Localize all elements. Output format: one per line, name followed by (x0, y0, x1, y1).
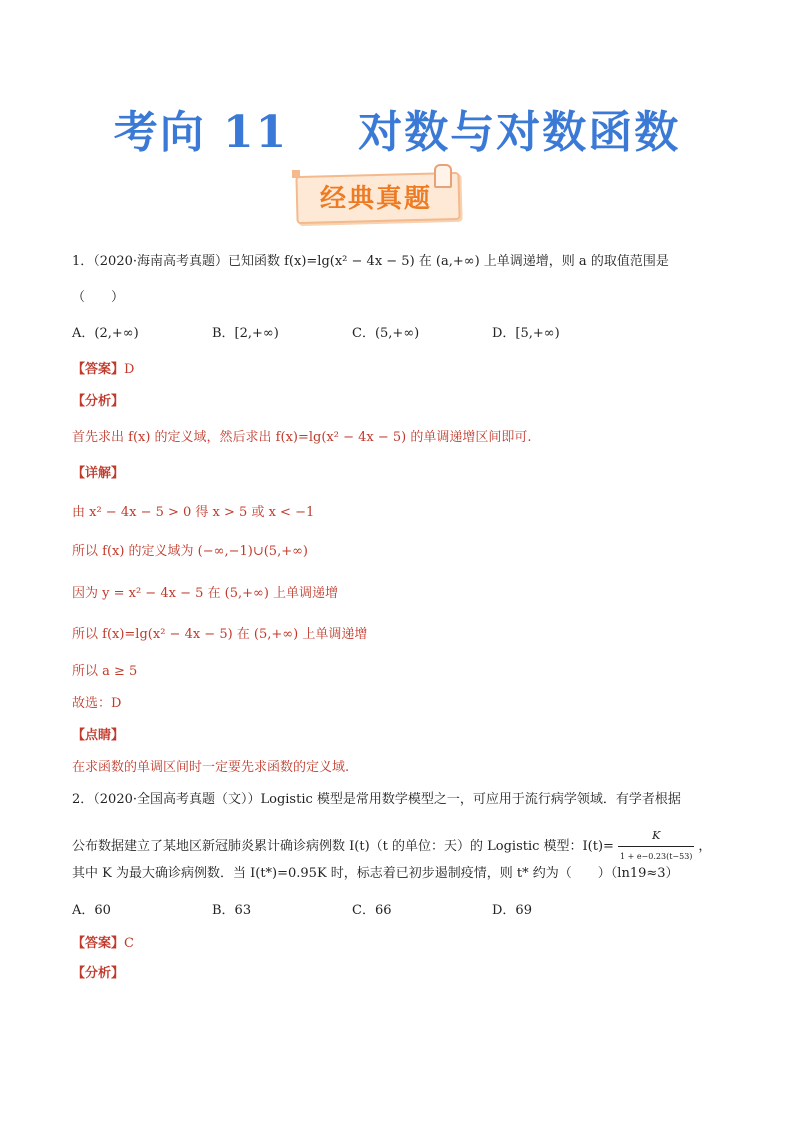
q2-stem-1: 2．（2020·全国高考真题（文））Logistic 模型是常用数学模型之一，可应用于流行病学领域．有学者根据 (72, 792, 681, 807)
banner-text: 经典真题 (319, 184, 432, 214)
q1-note: 在求函数的单调区间时一定要先求函数的定义域. (72, 760, 350, 775)
q1-option-b: B．[2,+∞) (212, 326, 279, 341)
title-left: 考向 11 (113, 107, 289, 158)
q2-answer-value: C (124, 936, 134, 951)
q2-analysis-label: 【分析】 (72, 966, 125, 981)
q2-option-b: B．63 (212, 903, 252, 918)
q1-stem: 1．（2020·海南高考真题）已知函数 f(x)=lg(x² − 4x − 5) 在 (a,+∞) 上单调递增，则 a 的取值范围是 (72, 254, 669, 269)
q1-option-a: A．(2,+∞) (72, 326, 139, 341)
q2-stem-2-end: ， (698, 839, 712, 854)
q2-stem-2-text: 公布数据建立了某地区新冠肺炎累计确诊病例数 I(t)（t 的单位：天）的 Logistic 模型：I(t)= (72, 839, 614, 854)
title-right: 对数与对数函数 (358, 107, 681, 158)
q1-options (72, 324, 632, 344)
q1-option-c: C．(5,+∞) (352, 326, 420, 341)
q2-option-c: C．66 (352, 903, 392, 918)
formula-denominator: 1 + e−0.23(t−53) (619, 852, 693, 861)
q1-option-d: D．[5,+∞) (492, 326, 560, 341)
q1-note-label: 【点睛】 (72, 728, 125, 743)
q1-detail-1: 由 x² − 4x − 5 > 0 得 x > 5 或 x < −1 (72, 505, 315, 520)
q1-detail-6: 故选：D (72, 696, 122, 711)
q1-detail-3: 因为 y = x² − 4x − 5 在 (5,+∞) 上单调递增 (72, 586, 339, 601)
logistic-formula (618, 826, 694, 867)
q1-answer (72, 360, 134, 380)
q2-answer (72, 934, 134, 954)
q1-answer-label: 【答案】 (72, 362, 125, 377)
q1-detail-2: 所以 f(x) 的定义域为 (−∞,−1)∪(5,+∞) (72, 544, 309, 559)
q1-detail-5: 所以 a ≥ 5 (72, 664, 138, 679)
q1-detail-4: 所以 f(x)=lg(x² − 4x − 5) 在 (5,+∞) 上单调递增 (72, 627, 368, 642)
q1-analysis-label: 【分析】 (72, 394, 125, 409)
q2-answer-label: 【答案】 (72, 936, 125, 951)
q2-stem-3: 其中 K 为最大确诊病例数．当 I(t*)=0.95K 时，标志着已初步遏制疫情，则 t* 约为（ ）（ln19≈3） (72, 866, 679, 881)
q2-option-d: D．69 (492, 903, 532, 918)
q1-detail-label: 【详解】 (72, 466, 125, 481)
q2-option-a: A．60 (72, 903, 111, 918)
q1-answer-value: D (124, 362, 135, 377)
q2-options (72, 901, 632, 921)
q1-analysis: 首先求出 f(x) 的定义域，然后求出 f(x)=lg(x² − 4x − 5) 的单调递增区间即可. (72, 430, 532, 445)
formula-numerator: K (618, 826, 694, 847)
q1-paren: （ ） (72, 290, 125, 305)
q2-stem-2 (72, 826, 711, 867)
page-title (0, 96, 794, 160)
section-banner (296, 168, 462, 224)
banner-corner-icon (292, 170, 300, 178)
